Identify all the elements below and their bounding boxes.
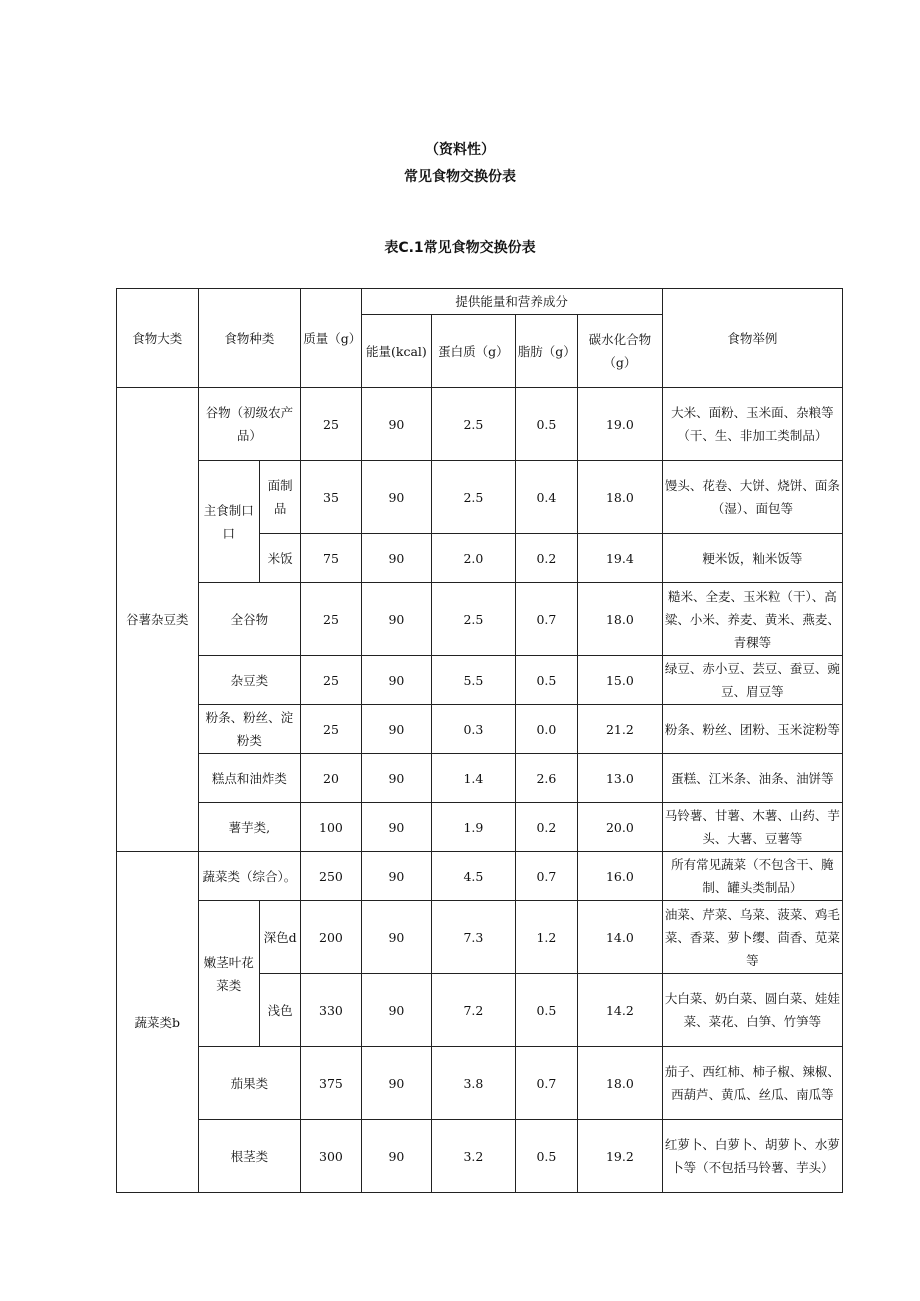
fat-cell: 0.2: [515, 803, 577, 852]
energy-cell: 90: [361, 388, 431, 461]
protein-cell: 0.3: [432, 705, 516, 754]
type-cell: 全谷物: [198, 583, 301, 656]
section-label: （资料性）: [425, 142, 495, 158]
protein-cell: 2.5: [432, 583, 516, 656]
energy-cell: 90: [361, 803, 431, 852]
table-row: [117, 901, 843, 974]
fat-cell: 2.6: [515, 754, 577, 803]
type-cell: 蔬菜类（综合）。: [198, 852, 301, 901]
mass-cell: 75: [301, 534, 361, 583]
protein-cell: 7.3: [432, 901, 516, 974]
type-cell: 面制品: [259, 461, 300, 534]
table-row: [117, 583, 843, 656]
energy-cell: 90: [361, 583, 431, 656]
carb-cell: 14.0: [578, 901, 663, 974]
header-category: 食物大类: [117, 289, 199, 388]
mass-cell: 35: [301, 461, 361, 534]
type-cell: 茄果类: [198, 1047, 301, 1120]
examples-cell: 油菜、芹菜、乌菜、菠菜、鸡毛菜、香菜、萝卜缨、茴香、苋菜等: [662, 901, 842, 974]
table-row: [117, 852, 843, 901]
mass-cell: 25: [301, 388, 361, 461]
table-row: [117, 803, 843, 852]
carb-cell: 18.0: [578, 461, 663, 534]
energy-cell: 90: [361, 852, 431, 901]
fat-cell: 0.5: [515, 388, 577, 461]
mass-cell: 250: [301, 852, 361, 901]
fat-cell: 0.0: [515, 705, 577, 754]
header-fat: 脂肪（g）: [515, 315, 577, 388]
type-cell: 谷物（初级农产品）: [198, 388, 301, 461]
mass-cell: 100: [301, 803, 361, 852]
carb-cell: 19.4: [578, 534, 663, 583]
examples-cell: 粳米饭，籼米饭等: [662, 534, 842, 583]
type-cell: 杂豆类: [198, 656, 301, 705]
carb-cell: 14.2: [578, 974, 663, 1047]
table-row: [117, 705, 843, 754]
examples-cell: 糙米、全麦、玉米粒（干）、高粱、小米、养麦、黄米、燕麦、青稞等: [662, 583, 842, 656]
table-row: [117, 388, 843, 461]
protein-cell: 3.8: [432, 1047, 516, 1120]
fat-cell: 0.7: [515, 583, 577, 656]
carb-cell: 21.2: [578, 705, 663, 754]
examples-cell: 马铃薯、甘薯、木薯、山药、芋头、大薯、豆薯等: [662, 803, 842, 852]
food-exchange-table: [116, 288, 843, 1193]
section-title: 常见食物交换份表: [404, 169, 516, 185]
carb-cell: 18.0: [578, 583, 663, 656]
header-protein: 蛋白质（g）: [432, 315, 516, 388]
header-energy: 能量(kcal): [361, 315, 431, 388]
table-row: [117, 1120, 843, 1193]
examples-cell: 绿豆、赤小豆、芸豆、蚕豆、豌豆、眉豆等: [662, 656, 842, 705]
table-row: [117, 461, 843, 534]
fat-cell: 0.5: [515, 1120, 577, 1193]
fat-cell: 0.4: [515, 461, 577, 534]
examples-cell: 大米、面粉、玉米面、杂粮等（干、生、非加工类制品）: [662, 388, 842, 461]
subgroup-cell: 主食制口口: [198, 461, 259, 583]
mass-cell: 300: [301, 1120, 361, 1193]
protein-cell: 2.5: [432, 388, 516, 461]
header-type: 食物种类: [198, 289, 301, 388]
header-mass: 质量（g）: [301, 289, 361, 388]
mass-cell: 330: [301, 974, 361, 1047]
type-cell: 深色d: [259, 901, 300, 974]
mass-cell: 375: [301, 1047, 361, 1120]
protein-cell: 2.5: [432, 461, 516, 534]
type-cell: 糕点和油炸类: [198, 754, 301, 803]
table-row: [117, 1047, 843, 1120]
header-carb: 碳水化合物（g）: [578, 315, 663, 388]
energy-cell: 90: [361, 1047, 431, 1120]
category-cell: 蔬菜类b: [117, 852, 199, 1193]
protein-cell: 1.9: [432, 803, 516, 852]
examples-cell: 大白菜、奶白菜、圆白菜、娃娃菜、菜花、白笋、竹笋等: [662, 974, 842, 1047]
fat-cell: 0.2: [515, 534, 577, 583]
fat-cell: 0.7: [515, 852, 577, 901]
carb-cell: 20.0: [578, 803, 663, 852]
mass-cell: 25: [301, 583, 361, 656]
carb-cell: 16.0: [578, 852, 663, 901]
examples-cell: 蛋糕、江米条、油条、油饼等: [662, 754, 842, 803]
carb-cell: 15.0: [578, 656, 663, 705]
protein-cell: 7.2: [432, 974, 516, 1047]
energy-cell: 90: [361, 754, 431, 803]
energy-cell: 90: [361, 461, 431, 534]
protein-cell: 1.4: [432, 754, 516, 803]
table-row: [117, 656, 843, 705]
carb-cell: 19.0: [578, 388, 663, 461]
energy-cell: 90: [361, 974, 431, 1047]
carb-cell: 18.0: [578, 1047, 663, 1120]
subgroup-cell: 嫩茎叶花菜类: [198, 901, 259, 1047]
examples-cell: 红萝卜、白萝卜、胡萝卜、水萝卜等（不包括马铃薯、芋头）: [662, 1120, 842, 1193]
type-cell: 粉条、粉丝、淀粉类: [198, 705, 301, 754]
mass-cell: 20: [301, 754, 361, 803]
table-row: [117, 754, 843, 803]
mass-cell: 25: [301, 705, 361, 754]
fat-cell: 0.7: [515, 1047, 577, 1120]
header-examples: 食物举例: [662, 289, 842, 388]
type-cell: 薯芋类,: [198, 803, 301, 852]
type-cell: 浅色: [259, 974, 300, 1047]
energy-cell: 90: [361, 534, 431, 583]
fat-cell: 0.5: [515, 974, 577, 1047]
type-cell: 米饭: [259, 534, 300, 583]
examples-cell: 茄子、西红柿、柿子椒、辣椒、西葫芦、黄瓜、丝瓜、南瓜等: [662, 1047, 842, 1120]
carb-cell: 13.0: [578, 754, 663, 803]
mass-cell: 25: [301, 656, 361, 705]
examples-cell: 馒头、花卷、大饼、烧饼、面条（湿）、面包等: [662, 461, 842, 534]
energy-cell: 90: [361, 656, 431, 705]
header-nutrient-group: 提供能量和营养成分: [361, 289, 662, 315]
examples-cell: 所有常见蔬菜（不包含干、腌制、罐头类制品）: [662, 852, 842, 901]
fat-cell: 0.5: [515, 656, 577, 705]
mass-cell: 200: [301, 901, 361, 974]
energy-cell: 90: [361, 901, 431, 974]
type-cell: 根茎类: [198, 1120, 301, 1193]
energy-cell: 90: [361, 1120, 431, 1193]
energy-cell: 90: [361, 705, 431, 754]
protein-cell: 4.5: [432, 852, 516, 901]
carb-cell: 19.2: [578, 1120, 663, 1193]
examples-cell: 粉条、粉丝、团粉、玉米淀粉等: [662, 705, 842, 754]
protein-cell: 3.2: [432, 1120, 516, 1193]
table-caption: 表C.1常见食物交换份表: [384, 240, 536, 256]
protein-cell: 2.0: [432, 534, 516, 583]
category-cell: 谷薯杂豆类: [117, 388, 199, 852]
fat-cell: 1.2: [515, 901, 577, 974]
protein-cell: 5.5: [432, 656, 516, 705]
